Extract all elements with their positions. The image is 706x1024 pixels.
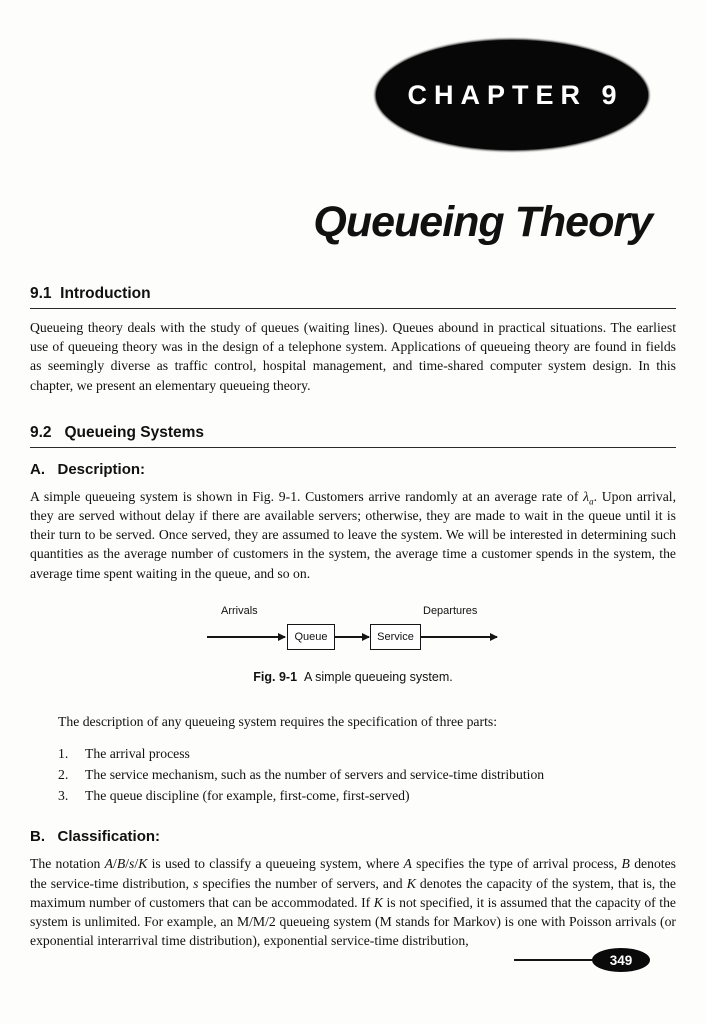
departures-label: Departures [423, 604, 478, 617]
page-footer [514, 948, 650, 972]
page-number-badge [592, 948, 650, 972]
page-number: 349 [609, 952, 633, 968]
footer-line [514, 959, 592, 961]
arrivals-label: Arrivals [221, 604, 258, 617]
introduction-paragraph: Queueing theory deals with the study of queues (waiting lines). Queues abound in practical situations. The earliest use of queueing theory was in the design of a telephone system. Applications of queueing theory are found in fields as seemingly diverse as traffic control, hospital management, and time-shared computer system design. In this chapter, we present an elementary queueing theory. [30, 320, 676, 393]
list-item-text: The service mechanism, such as the number of servers and service-time distribution [85, 766, 545, 782]
queue-box-label: Queue [294, 630, 328, 643]
list-item-number: 1. [58, 745, 69, 761]
page-title: Queueing Theory [313, 198, 652, 246]
section-9-2 [30, 424, 676, 950]
queue-to-service-arrow [335, 636, 369, 638]
classification-paragraph: The notation A/B/s/K is used to classify a queueing system, where A specifies the type of arrival process, B denotes the service-time distribution, s specifies the number of servers, and K denotes the capacity of the system, that is, the maximum number of customers that can be accommodated. If K is not specified, it is assumed that the capacity of the system is unlimited. For example, an M/M/2 queueing system (M stands for Markov) is one with Poisson arrivals (or exponential interarrival time distribution), exponential service-time distribution, [30, 856, 676, 949]
description-subheading: A. Description: [30, 460, 146, 478]
list-item [58, 744, 676, 765]
section-9-1 [30, 285, 676, 395]
list-item-text: The queue discipline (for example, first-come, first-served) [85, 787, 410, 803]
chapter-badge-label: CHAPTER 9 [407, 79, 624, 110]
arrivals-arrow [207, 636, 285, 638]
classification-subheading: B. Classification: [30, 828, 161, 846]
figure-caption-number: Fig. 9-1 [253, 669, 298, 684]
service-box-label: Service [377, 630, 414, 643]
list-item [58, 765, 676, 786]
figure-9-1 [30, 605, 676, 684]
queueing-system-diagram [207, 605, 499, 655]
figure-caption [30, 670, 676, 684]
description-paragraph: A simple queueing system is shown in Fig. 9-1. Customers arrive randomly at an average rate of $\lambda_a$. Upon arrival, they are served without delay if there are available servers; otherwise, they are made to wait in the queue until it is their turn to be served. Once served, they are assumed to leave the system. We will be interested in determining such quantities as the average number of customers in the system, the average time a customer spends in the system, the average time spent waiting in the queue, and so on. [30, 488, 676, 581]
list-item [58, 786, 676, 807]
chapter-badge [376, 40, 648, 150]
section-9-2-heading: 9.2 Queueing Systems [30, 424, 676, 448]
list-item-number: 3. [58, 787, 69, 803]
section-9-1-heading: 9.1 Introduction [30, 285, 676, 309]
list-item-text: The arrival process [85, 745, 190, 761]
service-box [370, 624, 421, 650]
parts-list [58, 744, 676, 806]
queue-box [287, 624, 335, 650]
parts-intro-paragraph: The description of any queueing system requires the specification of three parts: [58, 713, 497, 729]
figure-caption-text: A simple queueing system. [304, 669, 453, 684]
departures-arrow [421, 636, 497, 638]
list-item-number: 2. [58, 766, 69, 782]
